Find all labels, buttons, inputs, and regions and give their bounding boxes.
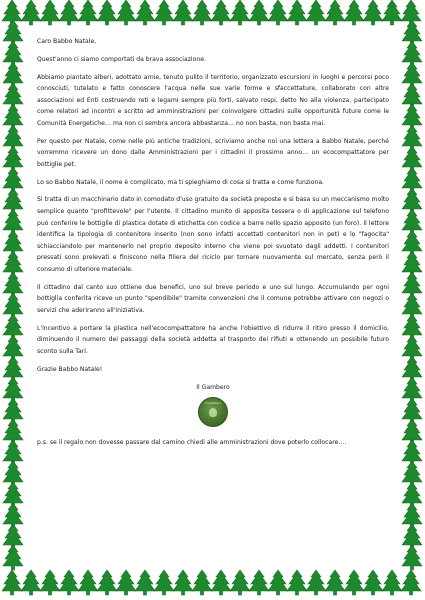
letter-paragraph: Per questo per Natale, come nelle più antiche tradizioni, scriviamo anche noi una letterа a Babbo Natale, perché vorremmo ricevere un dono dalle Amministrazioni per i cittadini il prossimo anno… un ecocompattatore per bottiglie pet. xyxy=(37,137,389,168)
letter-postscript: p.s. se il regalo non dovesse passare dal camino chiedi alle amministrazioni dove poterlo collocare…. xyxy=(37,439,347,447)
tree-icon xyxy=(306,570,326,595)
letter-greeting: Caro Babbo Natale, xyxy=(37,38,97,45)
tree-icon xyxy=(230,570,250,595)
tree-icon xyxy=(268,570,288,595)
tree-icon xyxy=(3,545,23,570)
tree-icon xyxy=(402,545,422,570)
tree-icon xyxy=(192,570,212,595)
tree-icon xyxy=(211,0,231,25)
tree-icon xyxy=(2,570,22,595)
tree-icon xyxy=(59,0,79,25)
tree-icon xyxy=(382,570,402,595)
letter-paragraph: Abbiamo piantato alberi, adottato arnie, tenuto pulito il territorio, organizzato escursioni in luoghi e percorsi poco conosciuti, tutelato e fatto conoscere l'acqua nelle sue varie forme e sfaccettature, collaborato con altre associazioni ed Enti costruendo reti e legami sempre più forti, salvato rospi, detto No alla violenza, partecipato come relatori ad incontri e scritto ad amministrazioni per coinvolgere cittadini sulle opportunità future come le Comunità Energetiche… ma non ci sembra ancora abbastanza… no non basta, non basta mai. xyxy=(37,73,389,127)
tree-icon xyxy=(306,0,326,25)
tree-icon xyxy=(211,570,231,595)
tree-icon xyxy=(97,570,117,595)
letter-paragraph: Quest'anno ci siamo comportati da brava associazione. xyxy=(37,55,206,63)
tree-icon xyxy=(344,0,364,25)
association-logo xyxy=(198,397,228,427)
letter-signature: Il Gambero xyxy=(196,383,230,391)
tree-icon xyxy=(249,0,269,25)
letter-closing: Grazie Babbo Natale! xyxy=(37,365,103,373)
letter-paragraph: Lo so Babbo Natale, il nome è complicato, ma ti spieghiamo di cosa si tratta e come funziona. xyxy=(37,178,324,186)
tree-icon xyxy=(401,570,421,595)
tree-icon xyxy=(344,570,364,595)
letter-paragraph: L'incentivo a portare la plastica nell'ecocompattatore ha anche l'obiettivo di ridurre il ritiro presso il domicilio, diminuendo il numero dei passaggi della società addetta al trasporto dei rifiuti e ottenendo un possibile futuro sconto sulla Tari. xyxy=(37,324,389,355)
tree-icon xyxy=(192,0,212,25)
tree-icon xyxy=(154,570,174,595)
tree-icon xyxy=(268,0,288,25)
logo-text: Il Gambero xyxy=(204,401,222,406)
tree-icon xyxy=(78,570,98,595)
tree-icon xyxy=(173,570,193,595)
tree-icon xyxy=(21,570,41,595)
tree-icon xyxy=(21,0,41,25)
tree-icon xyxy=(40,570,60,595)
tree-icon xyxy=(78,0,98,25)
tree-icon xyxy=(363,0,383,25)
leaf-icon xyxy=(209,408,217,417)
tree-icon xyxy=(287,570,307,595)
tree-icon xyxy=(59,570,79,595)
tree-icon xyxy=(135,570,155,595)
letter-paragraph: Si tratta di un macchinario dato in comodato d'uso gratuito da società preposte e si basa su un meccanismo molto semplice quanto "profittevole" per l'utente. Il cittadino munito di apposita tessera o di applicazione sul telefono può conferire le bottiglie di plastica dotate di etichetta con codice a barre nello spazio apposito (un foro). Il lettore identifica la tipologia di contenitore inserito (non sono infatti accettati contenitori non in pet) e lo "fagocita" schiacciandolo per mantenerlo nel proprio deposito interno che viene poi svuotato dagli addetti. I contenitori pressati sono prelevati e finiscono nella filiera del riciclo per tornare nuovamente sul mercato, senza però il consumo di ulteriore materiale. xyxy=(37,196,389,274)
tree-icon xyxy=(40,0,60,25)
tree-icon xyxy=(135,0,155,25)
tree-icon xyxy=(116,0,136,25)
tree-icon xyxy=(97,0,117,25)
tree-icon xyxy=(325,0,345,25)
tree-icon xyxy=(287,0,307,25)
tree-icon xyxy=(325,570,345,595)
tree-icon xyxy=(249,570,269,595)
tree-icon xyxy=(363,570,383,595)
tree-icon xyxy=(116,570,136,595)
tree-icon xyxy=(230,0,250,25)
tree-icon xyxy=(382,0,402,25)
letter-body xyxy=(37,36,389,455)
letter-paragraph: Il cittadino dal canto suo ottiene due benefici, uno sul breve periodo e uno sul lungo. Accumulando per ogni bottiglia conferita riceve un punto "spendibile" tramite convenzioni che il comune potrebbe attivare con negozi o servizi che aderiranno all'iniziativa. xyxy=(37,283,389,314)
tree-icon xyxy=(154,0,174,25)
logo-container xyxy=(37,397,389,427)
tree-icon xyxy=(173,0,193,25)
